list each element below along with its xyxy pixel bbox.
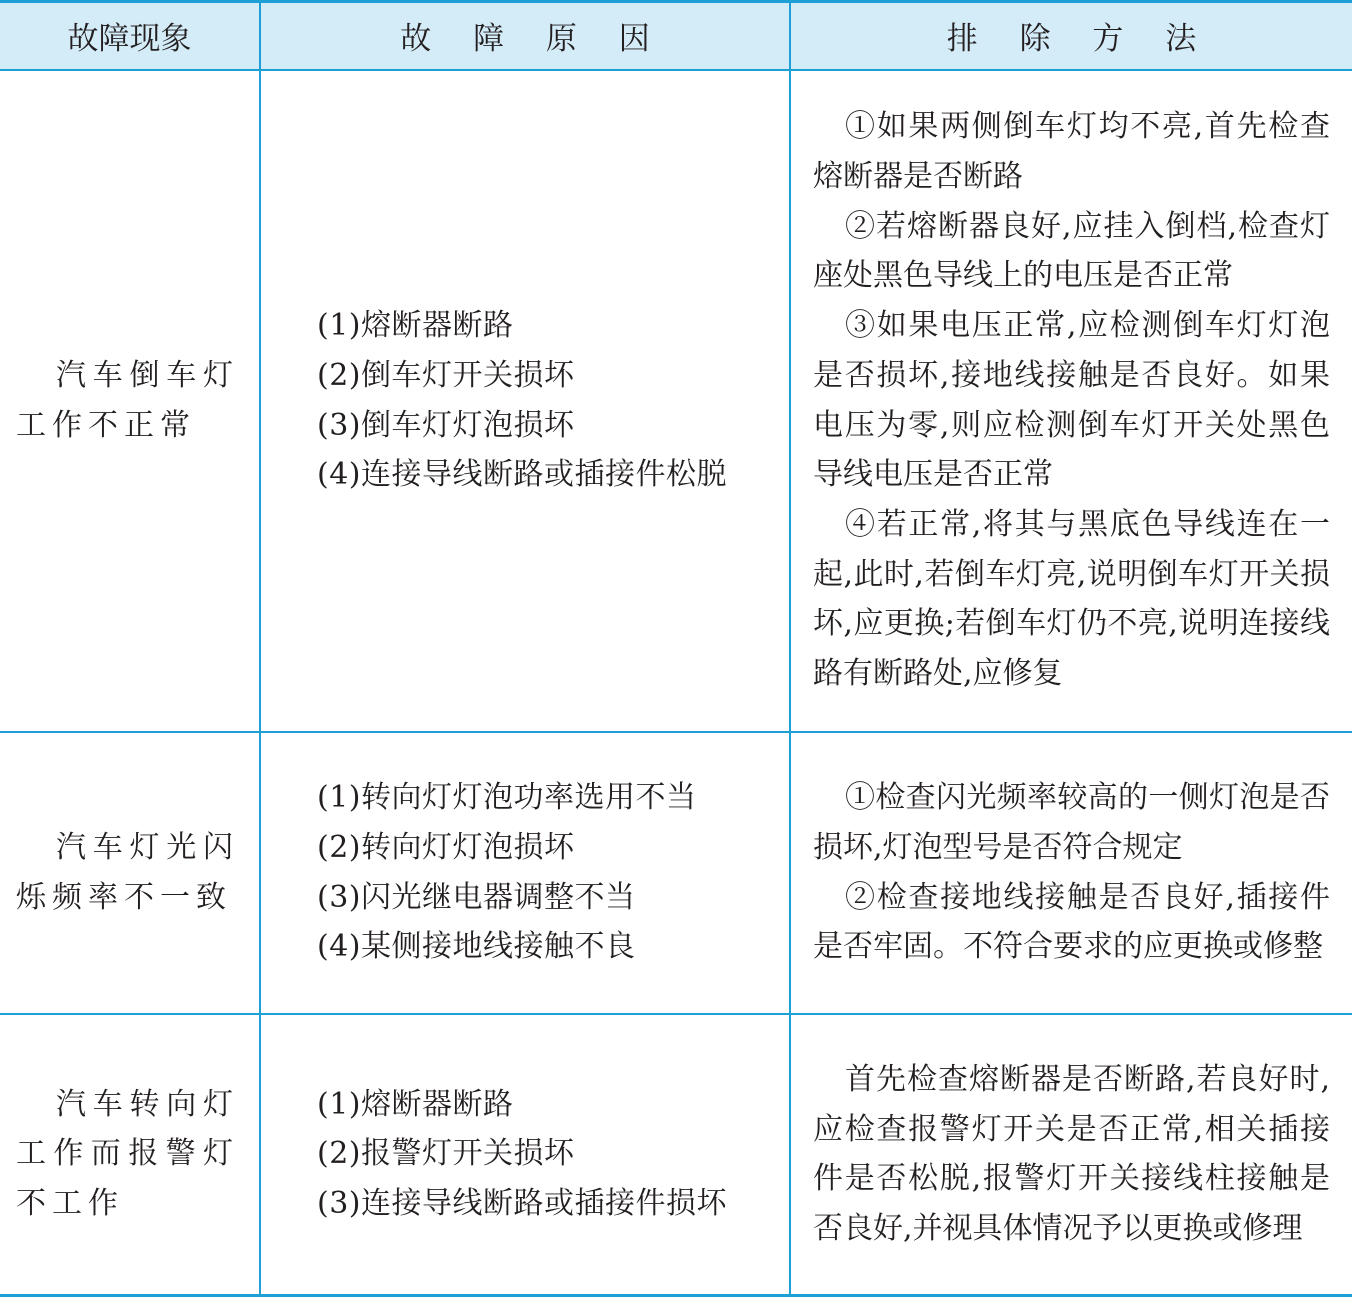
cause-item: (1)熔断器断路 (317, 1086, 514, 1122)
cause-item: (4)某侧接地线接触不良 (317, 929, 636, 965)
cause-cell (260, 732, 790, 1014)
cause-item: (3)连接导线断路或插接件损坏 (317, 1186, 727, 1222)
remedy-cell (790, 70, 1352, 732)
cause-item: (3)闪光继电器调整不当 (317, 879, 636, 915)
cause-item: (1)熔断器断路 (317, 308, 514, 344)
remedy-cell (790, 732, 1352, 1014)
cause-item: (2)报警灯开关损坏 (317, 1136, 575, 1172)
cause-item: (1)转向灯灯泡功率选用不当 (317, 780, 697, 816)
remedy-step: ④若正常,将其与黑底色导线连在一起,此时,若倒车灯亮,说明倒车灯开关损坏,应更换;若倒车灯仍不亮,说明连接线路有断路处,应修复 (813, 506, 1330, 692)
cause-cell (260, 70, 790, 732)
symptom-cell: 汽车倒车灯工作不正常 (0, 70, 260, 732)
remedy-step: ③如果电压正常,应检测倒车灯灯泡是否损坏,接地线接触是否良好。如果电压为零,则应检测倒车灯开关处黑色导线电压是否正常 (813, 308, 1330, 493)
cause-item: (2)倒车灯开关损坏 (317, 357, 575, 393)
header-symptom: 故障现象 (0, 2, 260, 70)
table-row (0, 70, 1352, 732)
cause-item: (3)倒车灯灯泡损坏 (317, 407, 575, 443)
cause-item: (4)连接导线断路或插接件松脱 (317, 457, 727, 493)
remedy-cell (790, 1014, 1352, 1296)
symptom-cell: 汽车转向灯工作而报警灯不工作 (0, 1014, 260, 1296)
remedy-step: 首先检查熔断器是否断路,若良好时,应检查报警灯开关是否正常,相关插接件是否松脱,报警灯开关接线柱接触是否良好,并视具体情况予以更换或修理 (813, 1061, 1330, 1246)
cause-cell (260, 1014, 790, 1296)
header-remedy: 排 除 方 法 (790, 2, 1352, 70)
header-row (0, 2, 1352, 70)
symptom-cell: 汽车灯光闪烁频率不一致 (0, 732, 260, 1014)
remedy-step: ②检查接地线接触是否良好,插接件是否牢固。不符合要求的应更换或修整 (813, 879, 1330, 965)
header-cause: 故 障 原 因 (260, 2, 790, 70)
table-row (0, 732, 1352, 1014)
remedy-step: ①如果两侧倒车灯均不亮,首先检查熔断器是否断路 (813, 109, 1330, 194)
remedy-step: ②若熔断器良好,应挂入倒档,检查灯座处黑色导线上的电压是否正常 (813, 208, 1330, 294)
table-row (0, 1014, 1352, 1296)
remedy-step: ①检查闪光频率较高的一侧灯泡是否损坏,灯泡型号是否符合规定 (813, 780, 1330, 865)
cause-item: (2)转向灯灯泡损坏 (317, 829, 575, 865)
